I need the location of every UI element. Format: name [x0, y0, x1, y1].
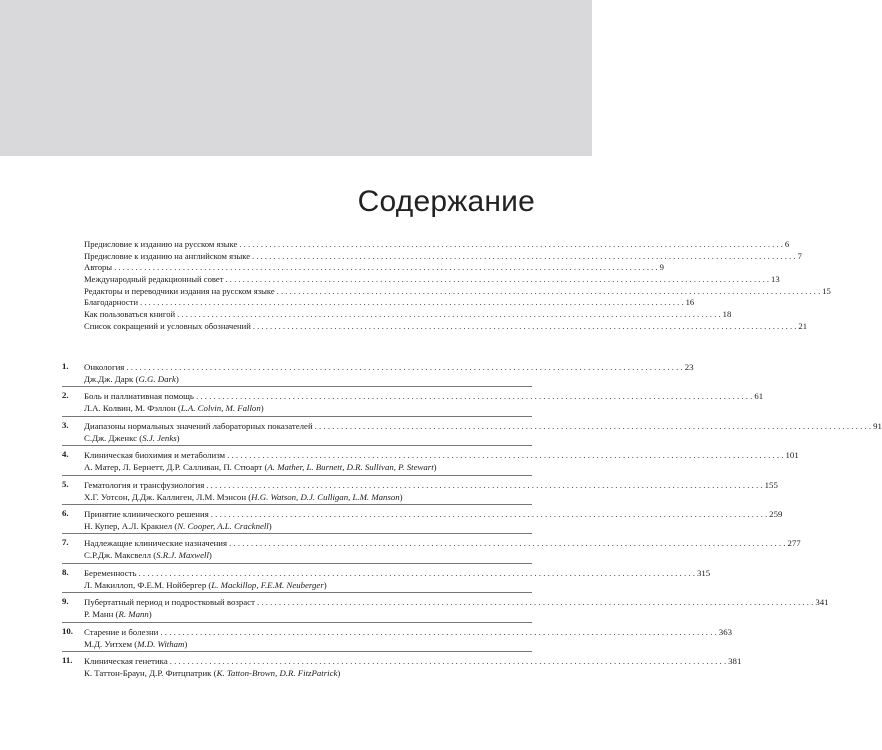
leader-dots [225, 274, 769, 286]
chapter-title-row [84, 361, 694, 373]
chapter-entry[interactable] [62, 563, 711, 592]
paren-open: ( [137, 432, 143, 443]
chapter-entry[interactable] [62, 445, 799, 474]
authors-latin: G.G. Dark [138, 374, 176, 384]
chapter-title: Беременность [84, 567, 137, 578]
chapter-number: 11. [62, 654, 73, 665]
chapter-body [84, 596, 829, 620]
chapter-title: Онкология [84, 362, 125, 372]
chapter-number: 2. [62, 390, 69, 401]
paren-close: ) [268, 520, 272, 531]
leader-dots [140, 297, 684, 309]
paren-open: ( [113, 609, 119, 620]
toc-entry-title: Список сокращений и условных обозначений [84, 320, 251, 331]
paren-close: ) [148, 609, 152, 620]
leader-dots [253, 321, 797, 333]
chapter-entry[interactable] [62, 358, 694, 386]
chapter-page: 363 [718, 626, 732, 637]
chapter-number: 7. [62, 537, 69, 548]
chapter-authors [84, 373, 532, 385]
chapter-title-row [84, 596, 829, 608]
chapter-page: 341 [815, 597, 829, 608]
chapter-entry[interactable] [62, 651, 742, 680]
chapter-body [84, 449, 799, 473]
leader-dots [170, 655, 726, 667]
authors-cyrillic: С.Дж. Дженкс [84, 432, 138, 443]
toc-entry[interactable] [84, 309, 732, 321]
paren-close: ) [176, 432, 180, 443]
toc-entry[interactable] [84, 285, 831, 298]
chapter-entry[interactable] [62, 416, 882, 445]
chapter-entry[interactable] [62, 475, 778, 504]
chapter-number: 9. [62, 596, 69, 607]
chapter-title: Боль и паллиативная помощь [84, 391, 194, 402]
paren-close: ) [433, 462, 437, 473]
chapter-number: 1. [62, 361, 69, 371]
chapter-body [84, 567, 711, 591]
leader-dots [196, 390, 752, 402]
chapter-title-row [84, 567, 711, 579]
toc-entry-title: Как пользоваться книгой [84, 309, 176, 320]
chapter-body [84, 537, 801, 561]
toc-entry-page: 7 [797, 250, 802, 261]
chapter-page: 155 [764, 479, 778, 490]
chapter-body [84, 390, 764, 414]
chapter-body [84, 626, 732, 650]
authors-cyrillic: Л.А. Колвин, М. Фэллон [84, 403, 176, 414]
chapter-authors [84, 491, 532, 503]
authors-latin: A. Mather, L. Burnett, D.R. Sullivan, P. Stewart [267, 462, 434, 473]
chapter-title-row [84, 655, 742, 667]
authors-cyrillic: Дж.Дж. Дарк [84, 374, 134, 384]
chapter-page: 277 [787, 538, 801, 549]
toc-entry-page: 15 [822, 285, 831, 296]
chapter-title-row [84, 479, 778, 491]
paren-open: ( [206, 579, 212, 590]
toc-entry-page: 18 [722, 309, 732, 320]
chapter-number: 3. [62, 419, 69, 430]
paren-open: ( [175, 403, 181, 414]
authors-latin: H.G. Watson, D.J. Culligan, L.M. Manson [251, 491, 400, 502]
paren-close: ) [208, 550, 212, 561]
leader-dots [139, 567, 695, 579]
chapter-page: 381 [728, 655, 742, 666]
leader-dots [257, 596, 813, 608]
chapter-page: 23 [684, 362, 694, 372]
paren-close: ) [337, 667, 341, 678]
chapter-entry[interactable] [62, 533, 801, 562]
front-matter-list [84, 239, 831, 333]
authors-latin: S.R.J. Maxwell [156, 550, 209, 561]
chapter-number: 6. [62, 507, 69, 518]
leader-dots [211, 508, 767, 520]
toc-entry-page: 21 [798, 320, 807, 331]
authors-latin: M.D. Witham [137, 638, 185, 649]
chapter-authors [84, 579, 532, 591]
chapter-title: Старение и болезни [84, 626, 159, 637]
leader-dots [229, 537, 785, 549]
toc-entry-title: Предисловие к изданию на русском языке [84, 239, 238, 249]
chapter-number: 8. [62, 566, 69, 577]
chapter-authors [84, 402, 532, 414]
paren-close: ) [184, 638, 188, 649]
toc-entry-page: 6 [784, 239, 790, 249]
toc-entry[interactable] [84, 320, 807, 333]
leader-dots [177, 309, 721, 321]
chapter-title-row [84, 537, 801, 549]
toc-entry[interactable] [84, 262, 664, 274]
paren-close: ) [399, 491, 403, 502]
chapter-body [84, 479, 778, 503]
paren-open: ( [262, 462, 268, 473]
chapter-authors [84, 549, 532, 561]
chapter-title-row [84, 508, 783, 520]
chapter-title: Клиническая биохимия и метаболизм [84, 450, 226, 461]
leader-dots [206, 479, 762, 491]
paren-open: ( [211, 667, 217, 678]
chapter-page: 101 [785, 450, 799, 461]
authors-cyrillic: Х.Г. Уотсон, Д.Дж. Каллиген, Л.М. Мэнсон [84, 491, 247, 502]
chapter-title: Клиническая генетика [84, 655, 168, 666]
chapter-body [84, 508, 783, 532]
authors-cyrillic: С.Р.Дж. Максвелл [84, 550, 152, 561]
chapter-entry[interactable] [62, 592, 829, 621]
chapter-authors [84, 667, 532, 679]
chapter-entry[interactable] [62, 386, 764, 415]
chapter-entry[interactable] [62, 504, 783, 533]
leader-dots [126, 361, 682, 373]
authors-cyrillic: Н. Купер, А.Л. Кракнел [84, 520, 173, 531]
authors-cyrillic: Л. Макиллоп, Ф.Е.М. Нойбергер [84, 579, 207, 590]
chapter-page: 315 [696, 567, 711, 578]
chapter-number: 5. [62, 478, 69, 489]
paren-close: ) [260, 403, 264, 414]
leader-dots [315, 420, 871, 432]
page-title: Содержание [357, 185, 535, 218]
paren-open: ( [151, 550, 157, 561]
chapter-page: 91 [873, 420, 882, 431]
paren-close: ) [323, 579, 327, 590]
chapter-title: Принятие клинического решения [84, 508, 209, 519]
authors-latin: N. Cooper, A.L. Cracknell [177, 520, 269, 531]
authors-cyrillic: К. Таттон-Браун, Д.Р. Фитцпатрик [84, 667, 212, 678]
paren-open: ( [172, 520, 178, 531]
chapter-title: Пубертатный период и подростковый возраст [84, 597, 255, 608]
chapter-number: 10. [62, 625, 73, 636]
chapter-authors [84, 520, 532, 532]
authors-latin: R. Mann [118, 609, 149, 620]
paren-open: ( [132, 638, 138, 649]
chapter-authors [84, 432, 532, 444]
toc-entry-page: 13 [771, 274, 780, 285]
header-band [0, 0, 592, 156]
leader-dots [252, 251, 796, 263]
chapter-title: Надлежащие клинические назначения [84, 538, 228, 549]
toc-entry[interactable] [84, 239, 790, 251]
leader-dots [227, 449, 783, 461]
chapter-authors [84, 638, 532, 650]
leader-dots [239, 239, 783, 251]
chapter-list [62, 358, 882, 680]
toc-entry-page: 16 [685, 297, 695, 308]
toc-entry-page: 9 [659, 262, 664, 273]
toc-entry-title: Международный редакционный совет [84, 274, 224, 285]
chapter-title-row [84, 390, 764, 402]
chapter-title-row [84, 449, 799, 461]
paren-open: ( [246, 491, 252, 502]
authors-cyrillic: Р. Манн [84, 609, 114, 620]
authors-latin: L. Mackillop, F.E.M. Neuberger [211, 579, 324, 590]
authors-latin: L.A. Colvin, M. Fallon [180, 403, 261, 414]
toc-entry-title: Благодарности [84, 297, 139, 308]
chapter-title-row [84, 626, 732, 638]
leader-dots [277, 286, 821, 298]
toc-entry[interactable] [84, 250, 802, 263]
chapter-title: Диапазоны нормальных значений лабораторных показателей [84, 420, 313, 431]
chapter-entry[interactable] [62, 622, 732, 651]
chapter-authors [84, 608, 532, 620]
paren-open: ( [133, 374, 139, 384]
authors-latin: K. Tatton-Brown, D.R. FitzPatrick [216, 667, 338, 678]
toc-entry-title: Авторы [84, 262, 113, 273]
chapter-title-row [84, 420, 882, 432]
toc-entry-title: Редакторы и переводчики издания на русском языке [84, 285, 275, 296]
chapter-number: 4. [62, 449, 69, 460]
chapter-title: Гематология и трансфузиология [84, 479, 205, 490]
chapter-authors [84, 461, 532, 473]
authors-latin: S.J. Jenks [142, 432, 177, 443]
chapter-body [84, 655, 742, 679]
authors-cyrillic: А. Матер, Л. Бернетт, Д.Р. Салливан, П. Стюарт [84, 462, 263, 473]
chapter-body [84, 420, 882, 444]
leader-dots [160, 626, 716, 638]
toc-entry[interactable] [84, 274, 780, 286]
toc-entry[interactable] [84, 297, 695, 309]
toc-entry-title: Предисловие к изданию на английском языке [84, 250, 251, 261]
chapter-page: 259 [769, 508, 783, 519]
paren-close: ) [175, 374, 179, 384]
chapter-body [84, 361, 694, 385]
chapter-page: 61 [754, 391, 764, 402]
leader-dots [114, 262, 658, 274]
authors-cyrillic: М.Д. Уитхем [84, 638, 133, 649]
